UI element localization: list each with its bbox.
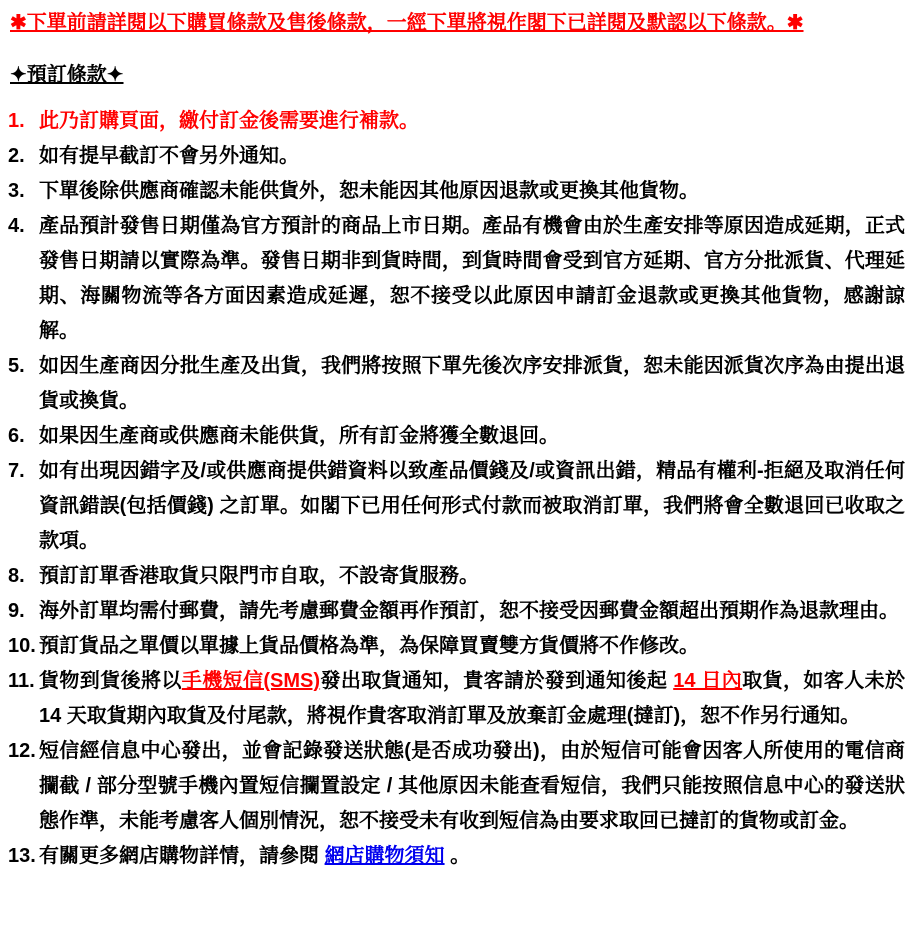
term-text <box>39 454 905 559</box>
term-segment: 此乃訂購頁面，繳付訂金後需要進行補款。 <box>39 110 419 132</box>
term-text <box>39 594 905 629</box>
term-segment: 如果因生產商或供應商未能供貨，所有訂金將獲全數退回。 <box>39 425 559 447</box>
term-segment: 手機短信(SMS) <box>181 670 321 692</box>
term-segment: 如有出現因錯字及/或供應商提供錯資料以致產品價錢及/或資訊出錯，精品有權利-拒絕及取消任何資訊錯誤(包括價錢) 之訂單。如閣下已用任何形式付款而被取消訂單，我們將會全數退回已收取之款項。 <box>39 460 905 552</box>
term-text <box>39 349 905 419</box>
term-number: 3. <box>8 180 25 202</box>
term-item <box>8 349 905 419</box>
term-number: 9. <box>8 600 25 622</box>
term-segment: 如因生產商因分批生產及出貨，我們將按照下單先後次序安排派貨，恕未能因派貨次序為由提出退貨或換貨。 <box>39 355 905 412</box>
term-item <box>8 664 905 734</box>
term-segment: 短信經信息中心發出，並會記錄發送狀態(是否成功發出)，由於短信可能會因客人所使用的電信商攔截 / 部分型號手機內置短信攔置設定 / 其他原因未能查看短信，我們只能按照信息中心的發送狀態作準，未能考慮客人個別情況，恕不接受未有收到短信為由要求取回已撻訂的貨物或訂金。 <box>39 740 905 832</box>
term-item <box>8 209 905 349</box>
term-item <box>8 839 905 874</box>
section-heading-preorder-terms: ✦預訂條款✦ <box>10 64 124 86</box>
term-number: 12. <box>8 740 36 762</box>
term-segment: 如有提早截訂不會另外通知。 <box>39 145 299 167</box>
term-segment: 14 日內 <box>673 670 743 692</box>
term-segment: 。 <box>444 845 471 867</box>
term-text <box>39 664 905 734</box>
term-segment: 貨物到貨後將以 <box>39 670 182 692</box>
term-segment: 預訂貨品之單價以單據上貨品價格為準，為保障買賣雙方貨價將不作修改。 <box>39 635 699 657</box>
term-item <box>8 104 905 139</box>
term-number: 2. <box>8 145 25 167</box>
term-number: 1. <box>8 110 25 132</box>
term-text <box>39 174 905 209</box>
term-number: 13. <box>8 845 36 867</box>
term-item <box>8 559 905 594</box>
term-text <box>39 104 905 139</box>
term-segment: 發出取貨通知，貴客請於發到通知後起 <box>320 670 674 692</box>
term-number: 11. <box>8 670 35 692</box>
term-text <box>39 139 905 174</box>
term-segment: 取貨，如客人未於 14 天取貨期內取貨及付尾款，將視作貴客取消訂單及放棄訂金處理(撻訂)，恕不作另行通知。 <box>39 670 905 727</box>
term-segment: 海外訂單均需付郵費，請先考慮郵費金額再作預訂，恕不接受因郵費金額超出預期作為退款理由。 <box>39 600 899 622</box>
term-item <box>8 734 905 839</box>
term-item <box>8 629 905 664</box>
term-number: 4. <box>8 215 25 237</box>
term-segment: 預訂訂單香港取貨只限門市自取，不設寄貨服務。 <box>39 565 479 587</box>
term-segment: 有關更多網店購物詳情，請參閱 <box>39 845 325 867</box>
term-segment: 產品預計發售日期僅為官方預計的商品上市日期。產品有機會由於生產安排等原因造成延期，正式發售日期請以實際為準。發售日期非到貨時間，到貨時間會受到官方延期、官方分批派貨、代理延期、海關物流等各方面因素造成延遲，恕不接受以此原因申請訂金退款或更換其他貨物，感謝諒解。 <box>39 215 905 342</box>
store-shopping-notice-link[interactable]: 網店購物須知 <box>324 845 445 867</box>
term-text <box>39 559 905 594</box>
term-text <box>39 839 905 874</box>
term-number: 5. <box>8 355 25 377</box>
term-segment: 下單後除供應商確認未能供貨外，恕未能因其他原因退款或更換其他貨物。 <box>39 180 699 202</box>
term-number: 8. <box>8 565 25 587</box>
term-text <box>39 209 905 349</box>
term-number: 7. <box>8 460 25 482</box>
term-item <box>8 139 905 174</box>
term-item <box>8 419 905 454</box>
term-number: 10. <box>8 635 36 657</box>
term-text <box>39 419 905 454</box>
term-text <box>39 734 905 839</box>
term-number: 6. <box>8 425 25 447</box>
term-item <box>8 594 905 629</box>
term-text <box>39 629 905 664</box>
terms-list <box>8 104 905 874</box>
term-item <box>8 454 905 559</box>
page-title: ✱下單前請詳閱以下購買條款及售後條款，一經下單將視作閣下已詳閱及默認以下條款。✱ <box>10 12 804 34</box>
term-item <box>8 174 905 209</box>
